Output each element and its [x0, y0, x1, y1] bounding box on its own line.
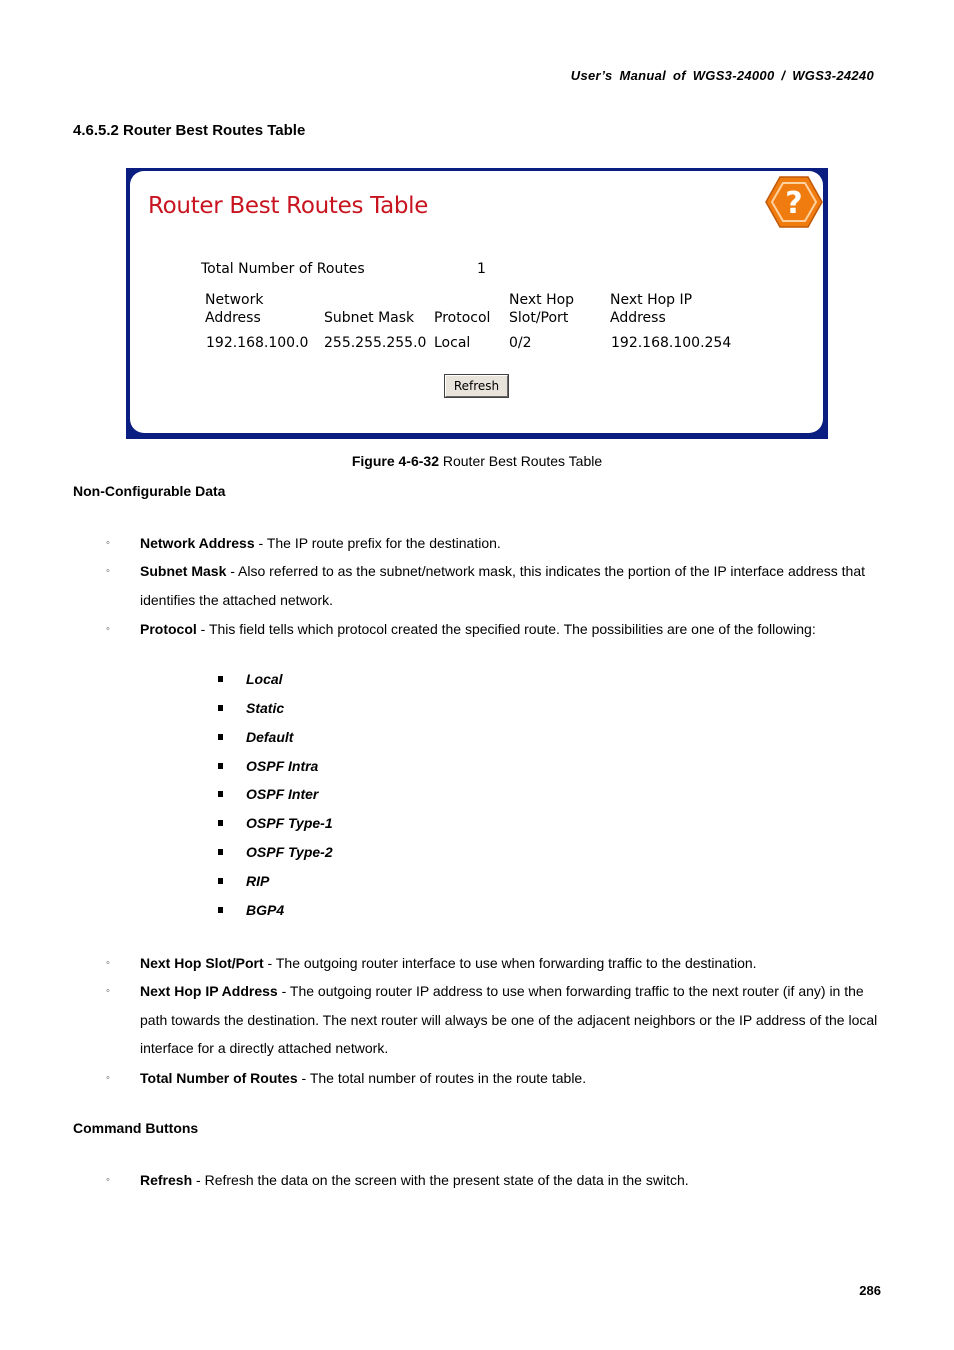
- total-routes-value: 1: [477, 261, 486, 277]
- protocol-item: OSPF Inter: [246, 786, 319, 802]
- square-bullet-icon: [218, 849, 223, 855]
- panel-content: [130, 171, 823, 433]
- bullet-icon: ◦: [106, 1174, 110, 1186]
- total-routes-label: Total Number of Routes: [201, 261, 365, 277]
- square-bullet-icon: [218, 878, 223, 884]
- command-buttons-heading: Command Buttons: [73, 1120, 199, 1136]
- panel-title: Router Best Routes Table: [148, 193, 429, 219]
- bullet-icon: ◦: [106, 565, 110, 577]
- col-next-hop-ip: Next Hop IP Address: [610, 292, 693, 326]
- col-next-hop-slot: Next Hop Slot/Port: [509, 292, 575, 326]
- figure-caption: Figure 4-6-32 Router Best Routes Table: [351, 453, 603, 469]
- square-bullet-icon: [218, 734, 223, 740]
- page-number: 286: [859, 1283, 881, 1298]
- bullet-icon: ◦: [106, 1072, 110, 1084]
- square-bullet-icon: [218, 705, 223, 711]
- non-configurable-heading: Non-Configurable Data: [73, 483, 226, 499]
- svg-text:?: ?: [785, 186, 803, 221]
- square-bullet-icon: [218, 791, 223, 797]
- protocol-item: RIP: [246, 873, 270, 889]
- square-bullet-icon: [218, 907, 223, 913]
- protocol-item: BGP4: [246, 902, 285, 918]
- list-item: Network Address - The IP route prefix for the destination.: [140, 535, 501, 551]
- cell-network: 192.168.100.0: [206, 335, 309, 351]
- square-bullet-icon: [218, 676, 223, 682]
- col-protocol: Protocol: [434, 310, 491, 326]
- cell-slot: 0/2: [509, 335, 532, 351]
- square-bullet-icon: [218, 763, 223, 769]
- bullet-icon: ◦: [106, 957, 110, 969]
- protocol-item: Default: [246, 729, 294, 745]
- router-best-routes-panel: [126, 168, 828, 439]
- protocol-item: Static: [246, 700, 285, 716]
- list-item: Subnet Mask - Also referred to as the subnet/network mask, this indicates the portion of the IP interface address that identifies the attached network.: [140, 563, 865, 608]
- col-network-address: Network Address: [205, 292, 264, 326]
- cell-subnet: 255.255.255.0: [324, 335, 427, 351]
- list-item: Next Hop Slot/Port - The outgoing router interface to use when forwarding traffic to the destination.: [140, 955, 757, 971]
- list-item: Next Hop IP Address - The outgoing router IP address to use when forwarding traffic to the next router (if any) in the path towards the destination. The next router will always be one of the adjacent neighbors or the IP address of the local interface for a directly attached network.: [140, 983, 878, 1056]
- question-mark-icon[interactable]: [764, 175, 824, 229]
- list-item: Protocol - This field tells which protocol created the specified route. The possibilities are one of the following:: [140, 621, 816, 637]
- protocol-item: OSPF Type-2: [246, 844, 333, 860]
- cell-ip: 192.168.100.254: [611, 335, 732, 351]
- col-subnet-mask: Subnet Mask: [324, 310, 415, 326]
- bullet-icon: ◦: [106, 537, 110, 549]
- protocol-item: Local: [246, 671, 283, 687]
- protocol-item: OSPF Intra: [246, 758, 319, 774]
- refresh-button[interactable]: Refresh: [445, 375, 508, 397]
- list-item: Total Number of Routes - The total number of routes in the route table.: [140, 1070, 587, 1086]
- bullet-icon: ◦: [106, 623, 110, 635]
- protocol-item: OSPF Type-1: [246, 815, 333, 831]
- bullet-icon: ◦: [106, 985, 110, 997]
- square-bullet-icon: [218, 820, 223, 826]
- list-item: Refresh - Refresh the data on the screen with the present state of the data in the switch.: [140, 1172, 689, 1188]
- section-title: 4.6.5.2 Router Best Routes Table: [73, 122, 306, 139]
- page-header: User’s Manual of WGS3-24000 / WGS3-24240: [570, 68, 874, 83]
- cell-protocol: Local: [434, 335, 471, 351]
